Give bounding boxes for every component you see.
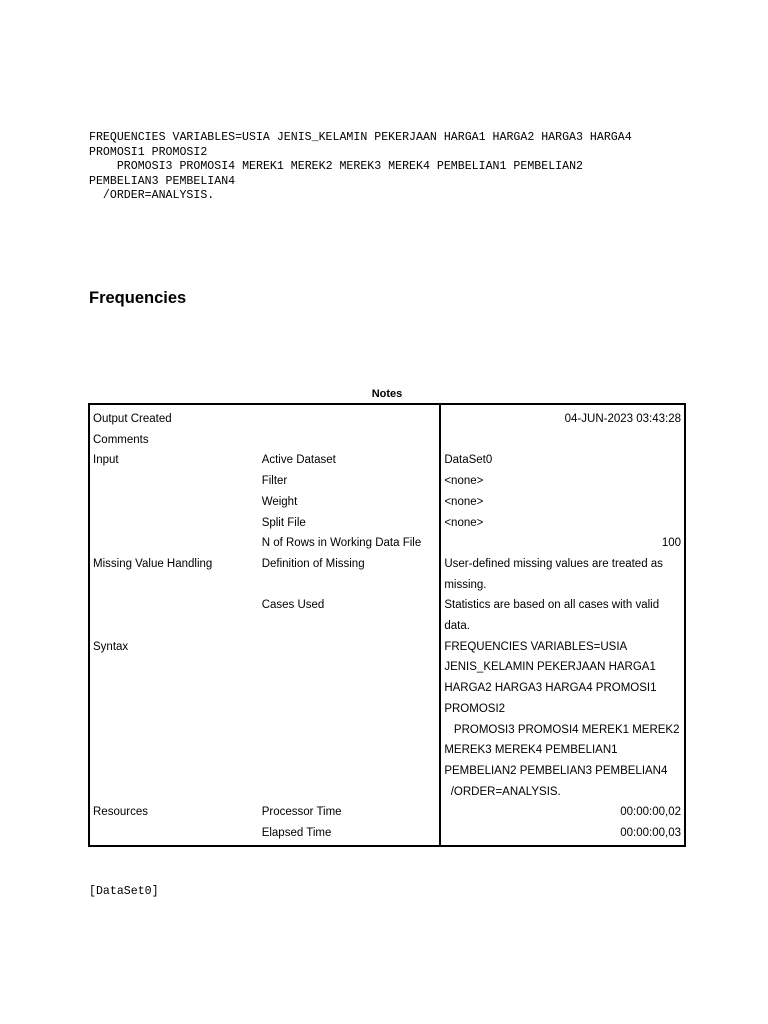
notes-table-body — [89, 404, 685, 846]
table-row — [89, 513, 685, 534]
table-cell-c2: Definition of Missing — [261, 557, 365, 570]
table-cell-c3: 04-JUN-2023 03:43:28 — [440, 404, 685, 430]
table-cell-c1: Missing Value Handling — [93, 557, 213, 570]
table-row — [89, 554, 685, 595]
table-cell-c1 — [89, 492, 259, 513]
table-cell-c1 — [89, 823, 259, 846]
syntax-block: FREQUENCIES VARIABLES=USIA JENIS_KELAMIN PEKERJAAN HARGA1 HARGA2 HARGA3 HARGA4 PROMOSI1 PROMOSI2 PROMOSI3 PROMOSI4 MEREK1 MEREK2 MEREK3 MEREK4 PEMBELIAN1 PEMBELIAN2 PEMBELIAN3 PEMBELIAN4 /ORDER=ANALYSIS. — [89, 131, 632, 203]
table-cell-c1: Resources — [93, 806, 148, 819]
table-cell-c3: <none> — [440, 471, 685, 492]
table-cell-c3: User-defined missing values are treated as missing. — [440, 554, 685, 595]
dataset-label: [DataSet0] — [89, 885, 159, 898]
table-cell-c1: Syntax — [93, 640, 129, 653]
table-cell-c1 — [89, 513, 259, 534]
table-row — [89, 471, 685, 492]
table-row — [89, 450, 685, 471]
table-title: Notes — [371, 388, 403, 400]
section-heading: Frequencies — [89, 289, 187, 307]
table-row — [89, 802, 685, 823]
table-cell-c3: <none> — [440, 513, 685, 534]
table-cell-c3: DataSet0 — [440, 450, 685, 471]
table-cell-c3: Statistics are based on all cases with valid data. — [440, 595, 685, 636]
table-cell-c3: FREQUENCIES VARIABLES=USIA JENIS_KELAMIN PEKERJAAN HARGA1 HARGA2 HARGA3 HARGA4 PROMOSI1 PROMOSI2 PROMOSI3 PROMOSI4 MEREK1 MEREK2 MEREK3 MEREK4 PEMBELIAN1 PEMBELIAN2 PEMBELIAN3 PEMBELIAN4 /ORDER=ANALYSIS. — [440, 637, 685, 803]
table-row — [89, 533, 685, 554]
table-cell-c1: Comments — [93, 433, 149, 446]
table-cell-c2: N of Rows in Working Data File — [261, 537, 422, 550]
table-cell-c1: Input — [93, 454, 119, 467]
table-cell-c2 — [259, 637, 441, 803]
notes-table — [88, 403, 686, 847]
table-cell-c3 — [440, 430, 685, 451]
table-row — [89, 823, 685, 846]
table-cell-c2 — [259, 404, 441, 430]
table-cell-c3: 00:00:00,02 — [440, 802, 685, 823]
table-row — [89, 404, 685, 430]
table-row — [89, 595, 685, 636]
table-cell-c2: Cases Used — [261, 599, 325, 612]
table-cell-c2: Weight — [261, 495, 298, 508]
table-cell-c1 — [89, 533, 259, 554]
table-row — [89, 430, 685, 451]
table-cell-c1: Output Created — [93, 413, 172, 425]
table-cell-c3: 100 — [440, 533, 685, 554]
table-row — [89, 492, 685, 513]
table-cell-c2: Active Dataset — [261, 454, 336, 467]
table-cell-c2: Filter — [261, 475, 288, 488]
table-cell-c3: <none> — [440, 492, 685, 513]
table-cell-c2: Processor Time — [261, 806, 342, 819]
table-cell-c2: Elapsed Time — [261, 827, 332, 840]
table-cell-c2 — [259, 430, 441, 451]
table-cell-c1 — [89, 595, 259, 636]
table-cell-c1 — [89, 471, 259, 492]
table-cell-c3: 00:00:00,03 — [440, 823, 685, 846]
table-row — [89, 637, 685, 803]
table-cell-c2: Split File — [261, 516, 306, 529]
